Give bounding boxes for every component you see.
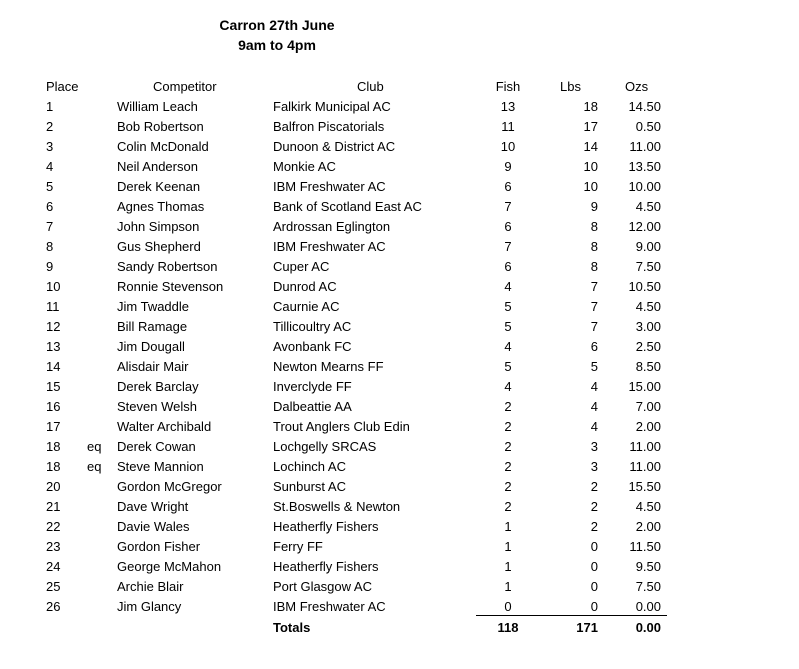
cell-competitor: Bob Robertson [117, 119, 204, 134]
header-competitor: Competitor [153, 79, 217, 94]
cell-lbs: 0 [590, 539, 598, 554]
cell-lbs: 4 [590, 419, 598, 434]
cell-club: Monkie AC [273, 159, 336, 174]
cell-competitor: John Simpson [117, 219, 200, 234]
table-row [0, 259, 799, 279]
cell-place: 11 [46, 299, 60, 314]
cell-fish: 2 [504, 439, 512, 454]
cell-competitor: Jim Twaddle [117, 299, 190, 314]
cell-place: 18 [46, 459, 61, 474]
table-row [0, 419, 799, 439]
cell-ozs: 10.50 [628, 279, 661, 294]
cell-lbs: 17 [583, 119, 598, 134]
cell-place: 25 [46, 579, 61, 594]
cell-club: Bank of Scotland East AC [273, 199, 422, 214]
cell-competitor: Jim Dougall [117, 339, 185, 354]
cell-ozs: 9.00 [635, 239, 661, 254]
cell-lbs: 7 [590, 319, 598, 334]
cell-competitor: Archie Blair [117, 579, 184, 594]
table-row [0, 399, 799, 419]
cell-place: 18 [46, 439, 61, 454]
cell-fish: 1 [504, 579, 512, 594]
cell-lbs: 7 [590, 279, 598, 294]
table-header [0, 79, 799, 99]
cell-competitor: William Leach [117, 99, 198, 114]
table-row [0, 579, 799, 599]
cell-place: 16 [46, 399, 61, 414]
cell-fish: 4 [504, 339, 512, 354]
table-row [0, 319, 799, 339]
cell-place: 24 [46, 559, 61, 574]
cell-competitor: Gordon McGregor [117, 479, 222, 494]
totals-row [0, 620, 799, 640]
cell-place: 21 [46, 499, 61, 514]
cell-fish: 4 [504, 279, 512, 294]
header-fish: Fish [495, 79, 521, 94]
cell-place: 15 [46, 379, 61, 394]
totals-fish: 118 [497, 620, 519, 635]
cell-ozs: 9.50 [635, 559, 661, 574]
cell-fish: 9 [504, 159, 512, 174]
cell-lbs: 10 [583, 159, 598, 174]
table-row [0, 159, 799, 179]
cell-competitor: Davie Wales [117, 519, 190, 534]
cell-lbs: 5 [590, 359, 598, 374]
cell-ozs: 14.50 [628, 99, 661, 114]
header-lbs: Lbs [560, 79, 581, 94]
cell-place: 4 [46, 159, 54, 174]
table-row [0, 439, 799, 459]
table-row [0, 99, 799, 119]
cell-competitor: Agnes Thomas [117, 199, 205, 214]
cell-fish: 1 [504, 559, 512, 574]
cell-lbs: 18 [583, 99, 598, 114]
cell-club: Dunoon & District AC [273, 139, 396, 154]
cell-eq: eq [87, 459, 102, 474]
cell-competitor: Neil Anderson [117, 159, 198, 174]
cell-eq: eq [87, 439, 102, 454]
cell-ozs: 7.50 [635, 259, 661, 274]
cell-lbs: 4 [590, 399, 598, 414]
table-row [0, 379, 799, 399]
table-row [0, 179, 799, 199]
cell-competitor: Gordon Fisher [117, 539, 201, 554]
table-row [0, 519, 799, 539]
cell-competitor: Ronnie Stevenson [117, 279, 224, 294]
cell-club: Ardrossan Eglington [273, 219, 391, 234]
cell-place: 2 [46, 119, 54, 134]
cell-ozs: 12.00 [628, 219, 661, 234]
cell-ozs: 2.00 [635, 419, 661, 434]
cell-lbs: 3 [590, 459, 598, 474]
cell-club: Avonbank FC [273, 339, 352, 354]
cell-fish: 4 [504, 379, 512, 394]
cell-fish: 2 [504, 479, 512, 494]
cell-competitor: Sandy Robertson [117, 259, 218, 274]
cell-ozs: 7.00 [635, 399, 661, 414]
cell-competitor: Dave Wright [117, 499, 189, 514]
cell-club: Balfron Piscatorials [273, 119, 385, 134]
cell-club: Newton Mearns FF [273, 359, 384, 374]
cell-club: Heatherfly Fishers [273, 559, 379, 574]
cell-place: 17 [46, 419, 61, 434]
cell-lbs: 2 [590, 499, 598, 514]
cell-club: Port Glasgow AC [273, 579, 372, 594]
table-row [0, 219, 799, 239]
cell-competitor: Steven Welsh [117, 399, 197, 414]
cell-competitor: Derek Cowan [117, 439, 196, 454]
cell-fish: 5 [504, 299, 512, 314]
cell-ozs: 4.50 [635, 299, 661, 314]
cell-place: 6 [46, 199, 54, 214]
cell-club: IBM Freshwater AC [273, 239, 386, 254]
cell-ozs: 13.50 [628, 159, 661, 174]
cell-competitor: Jim Glancy [117, 599, 182, 614]
cell-fish: 1 [504, 519, 512, 534]
cell-ozs: 4.50 [635, 199, 661, 214]
table-row [0, 279, 799, 299]
cell-ozs: 11.50 [629, 539, 661, 554]
cell-club: Caurnie AC [273, 299, 340, 314]
totals-label: Totals [273, 620, 311, 635]
cell-lbs: 0 [590, 599, 598, 614]
cell-place: 14 [46, 359, 61, 374]
table-row [0, 599, 799, 619]
cell-place: 22 [46, 519, 61, 534]
cell-place: 20 [46, 479, 61, 494]
cell-place: 13 [46, 339, 61, 354]
cell-competitor: Steve Mannion [117, 459, 204, 474]
cell-place: 10 [46, 279, 61, 294]
cell-fish: 11 [501, 119, 515, 134]
cell-fish: 10 [500, 139, 516, 154]
cell-ozs: 15.50 [628, 479, 661, 494]
cell-place: 23 [46, 539, 61, 554]
cell-club: Cuper AC [273, 259, 330, 274]
cell-lbs: 10 [583, 179, 598, 194]
cell-club: Lochgelly SRCAS [273, 439, 377, 454]
cell-club: Ferry FF [273, 539, 323, 554]
cell-place: 9 [46, 259, 54, 274]
cell-ozs: 15.00 [628, 379, 661, 394]
cell-club: Heatherfly Fishers [273, 519, 379, 534]
cell-ozs: 7.50 [635, 579, 661, 594]
cell-ozs: 8.50 [635, 359, 661, 374]
cell-lbs: 0 [590, 579, 598, 594]
cell-club: Trout Anglers Club Edin [273, 419, 410, 434]
cell-lbs: 9 [590, 199, 598, 214]
lbs-total-underline [540, 615, 600, 616]
cell-fish: 5 [504, 319, 512, 334]
table-row [0, 499, 799, 519]
header-place: Place [46, 79, 79, 94]
table-row [0, 359, 799, 379]
cell-ozs: 10.00 [628, 179, 661, 194]
cell-place: 3 [46, 139, 54, 154]
ozs-total-underline [600, 615, 667, 616]
cell-club: IBM Freshwater AC [273, 599, 386, 614]
cell-fish: 0 [504, 599, 512, 614]
cell-ozs: 11.00 [629, 139, 661, 154]
cell-club: Falkirk Municipal AC [273, 99, 391, 114]
cell-competitor: Gus Shepherd [117, 239, 201, 254]
totals-lbs: 171 [576, 620, 598, 635]
cell-fish: 2 [504, 499, 512, 514]
cell-fish: 2 [504, 399, 512, 414]
table-row [0, 239, 799, 259]
cell-lbs: 7 [590, 299, 598, 314]
cell-fish: 6 [504, 179, 512, 194]
cell-place: 12 [46, 319, 61, 334]
table-row [0, 539, 799, 559]
table-row [0, 479, 799, 499]
cell-ozs: 2.00 [635, 519, 661, 534]
cell-competitor: Derek Barclay [117, 379, 199, 394]
cell-competitor: Derek Keenan [117, 179, 201, 194]
cell-competitor: Colin McDonald [117, 139, 209, 154]
cell-club: Tillicoultry AC [273, 319, 352, 334]
cell-ozs: 2.50 [635, 339, 661, 354]
cell-club: IBM Freshwater AC [273, 179, 386, 194]
cell-club: Dalbeattie AA [273, 399, 352, 414]
cell-competitor: Alisdair Mair [117, 359, 189, 374]
cell-fish: 2 [504, 459, 512, 474]
page-title: Carron 27th June [219, 17, 335, 33]
cell-lbs: 8 [590, 259, 598, 274]
cell-lbs: 6 [590, 339, 598, 354]
cell-lbs: 3 [590, 439, 598, 454]
cell-club: Inverclyde FF [273, 379, 352, 394]
cell-club: Sunburst AC [273, 479, 346, 494]
cell-fish: 13 [500, 99, 516, 114]
cell-fish: 2 [504, 419, 512, 434]
cell-club: Lochinch AC [273, 459, 346, 474]
cell-fish: 1 [504, 539, 512, 554]
cell-place: 1 [46, 99, 54, 114]
cell-lbs: 14 [583, 139, 598, 154]
table-row [0, 459, 799, 479]
totals-ozs: 0.00 [635, 620, 661, 635]
cell-lbs: 2 [590, 479, 598, 494]
page-subtitle: 9am to 4pm [238, 37, 316, 53]
cell-place: 5 [46, 179, 54, 194]
cell-place: 7 [46, 219, 54, 234]
cell-place: 8 [46, 239, 54, 254]
cell-ozs: 0.00 [635, 599, 661, 614]
cell-fish: 6 [504, 259, 512, 274]
cell-lbs: 8 [590, 239, 598, 254]
cell-ozs: 0.50 [635, 119, 661, 134]
cell-lbs: 8 [590, 219, 598, 234]
cell-place: 26 [46, 599, 61, 614]
header-club: Club [357, 79, 384, 94]
table-row [0, 559, 799, 579]
cell-fish: 6 [504, 219, 512, 234]
cell-lbs: 0 [590, 559, 598, 574]
cell-fish: 7 [504, 239, 512, 254]
table-row [0, 339, 799, 359]
cell-fish: 7 [504, 199, 512, 214]
header-ozs: Ozs [625, 79, 649, 94]
cell-ozs: 4.50 [635, 499, 661, 514]
cell-ozs: 11.00 [629, 439, 661, 454]
fish-total-underline [476, 615, 540, 616]
table-row [0, 139, 799, 159]
cell-competitor: Walter Archibald [117, 419, 212, 434]
cell-club: Dunrod AC [273, 279, 337, 294]
cell-competitor: Bill Ramage [117, 319, 188, 334]
cell-ozs: 3.00 [635, 319, 661, 334]
table-row [0, 299, 799, 319]
cell-competitor: George McMahon [117, 559, 222, 574]
cell-ozs: 11.00 [629, 459, 661, 474]
cell-lbs: 2 [590, 519, 598, 534]
cell-lbs: 4 [590, 379, 598, 394]
cell-fish: 5 [504, 359, 512, 374]
table-row [0, 119, 799, 139]
table-row [0, 199, 799, 219]
cell-club: St.Boswells & Newton [273, 499, 401, 514]
